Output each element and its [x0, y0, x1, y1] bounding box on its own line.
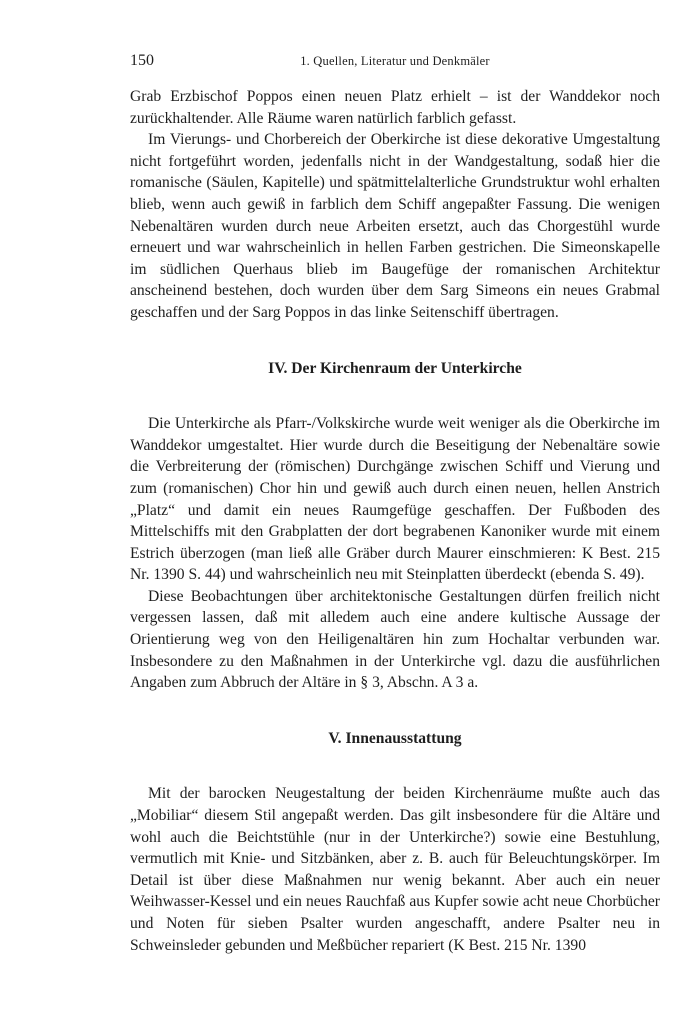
paragraph-unterkirche: Die Unterkirche als Pfarr-/Volkskirche wurde weit weniger als die Oberkirche im Wanddekor umgestaltet. Hier wurde durch die Beseitigung der Nebenaltäre sowie die Verbreiterung der (römischen) Durchgänge zwischen Schiff und Vierung und zum (romanischen) Chor hin und gewiß auch durch einen neuen, hellen Anstrich „Platz“ und damit ein neues Raumgefüge geschaffen. Der Fußboden des Mittelschiffs mit den Grabplatten der dort begrabenen Kanoniker wurde mit einem Estrich überzogen (man ließ alle Gräber durch Maurer einschmieren: K Best. 215 Nr. 1390 S. 44) und wahrscheinlich neu mit Steinplatten überdeckt (ebenda S. 49).: [130, 415, 660, 584]
running-title: 1. Quellen, Literatur und Denkmäler: [300, 54, 490, 68]
page-number: 150: [130, 52, 154, 69]
paragraph-oberkirche: Im Vierungs- und Chorbereich der Oberkirche ist diese dekorative Umgestaltung nicht fortgeführt worden, jedenfalls nicht in der Wandgestaltung, sodaß hier die romanische (Säulen, Kapitelle) und spätmittelalterliche Grundstruktur wohl erhalten blieb, wenn auch gewiß in farblich dem Schiff angepaßter Fassung. Die wenigen Nebenaltären wurden durch neue Arbeiten ersetzt, auch das Chorgestühl wurde erneuert und war wahrscheinlich in hellen Farben gestrichen. Die Simeonskapelle im südlichen Querhaus blieb im Baugefüge der romanischen Architektur anscheinend bestehen, doch wurden über dem Sarg Simeons ein neues Grabmal geschaffen und der Sarg Poppos in das linke Seitenschiff übertragen.: [130, 131, 660, 321]
paragraph-continuation: Grab Erzbischof Poppos einen neuen Platz erhielt – ist der Wanddekor noch zurückhaltender. Alle Räume waren natürlich farblich gefasst.: [130, 88, 660, 127]
paragraph-beobachtungen: Diese Beobachtungen über architektonische Gestaltungen dürfen freilich nicht vergessen lassen, daß mit alledem auch eine andere kultische Aussage der Orientierung weg von den Heiligenaltären hin zum Hochaltar verbunden war. Insbesondere zu den Maßnahmen in der Unterkirche vgl. dazu die ausführlichen Angaben zum Abbruch der Altäre in § 3, Abschn. A 3 a.: [130, 587, 660, 692]
book-page: [130, 50, 660, 956]
paragraph-innenausstattung: Mit der barocken Neugestaltung der beiden Kirchenräume mußte auch das „Mobiliar“ diesem Stil angepaßt werden. Das gilt insbesondere für die Altäre und wohl auch die Beichtstühle (nur in der Unterkirche?) sowie eine Bestuhlung, vermutlich mit Knie- und Sitzbänken, aber z. B. auch für Beleuchtungskörper. Im Detail ist über diese Maßnahmen nur wenig bekannt. Aber auch ein neuer Weihwasser-Kessel und ein neues Rauchfaß aus Kupfer sowie acht neue Chorbücher und Noten für sieben Psalter wurden angeschafft, andere Psalter neu in Schweinsleder gebunden und Meßbücher repariert (K Best. 215 Nr. 1390: [130, 785, 660, 954]
body-text: [130, 86, 660, 956]
running-header: [130, 50, 660, 72]
section-heading-v: V. Innenausstattung: [328, 729, 462, 747]
section-heading-iv: IV. Der Kirchenraum der Unterkirche: [268, 359, 522, 377]
